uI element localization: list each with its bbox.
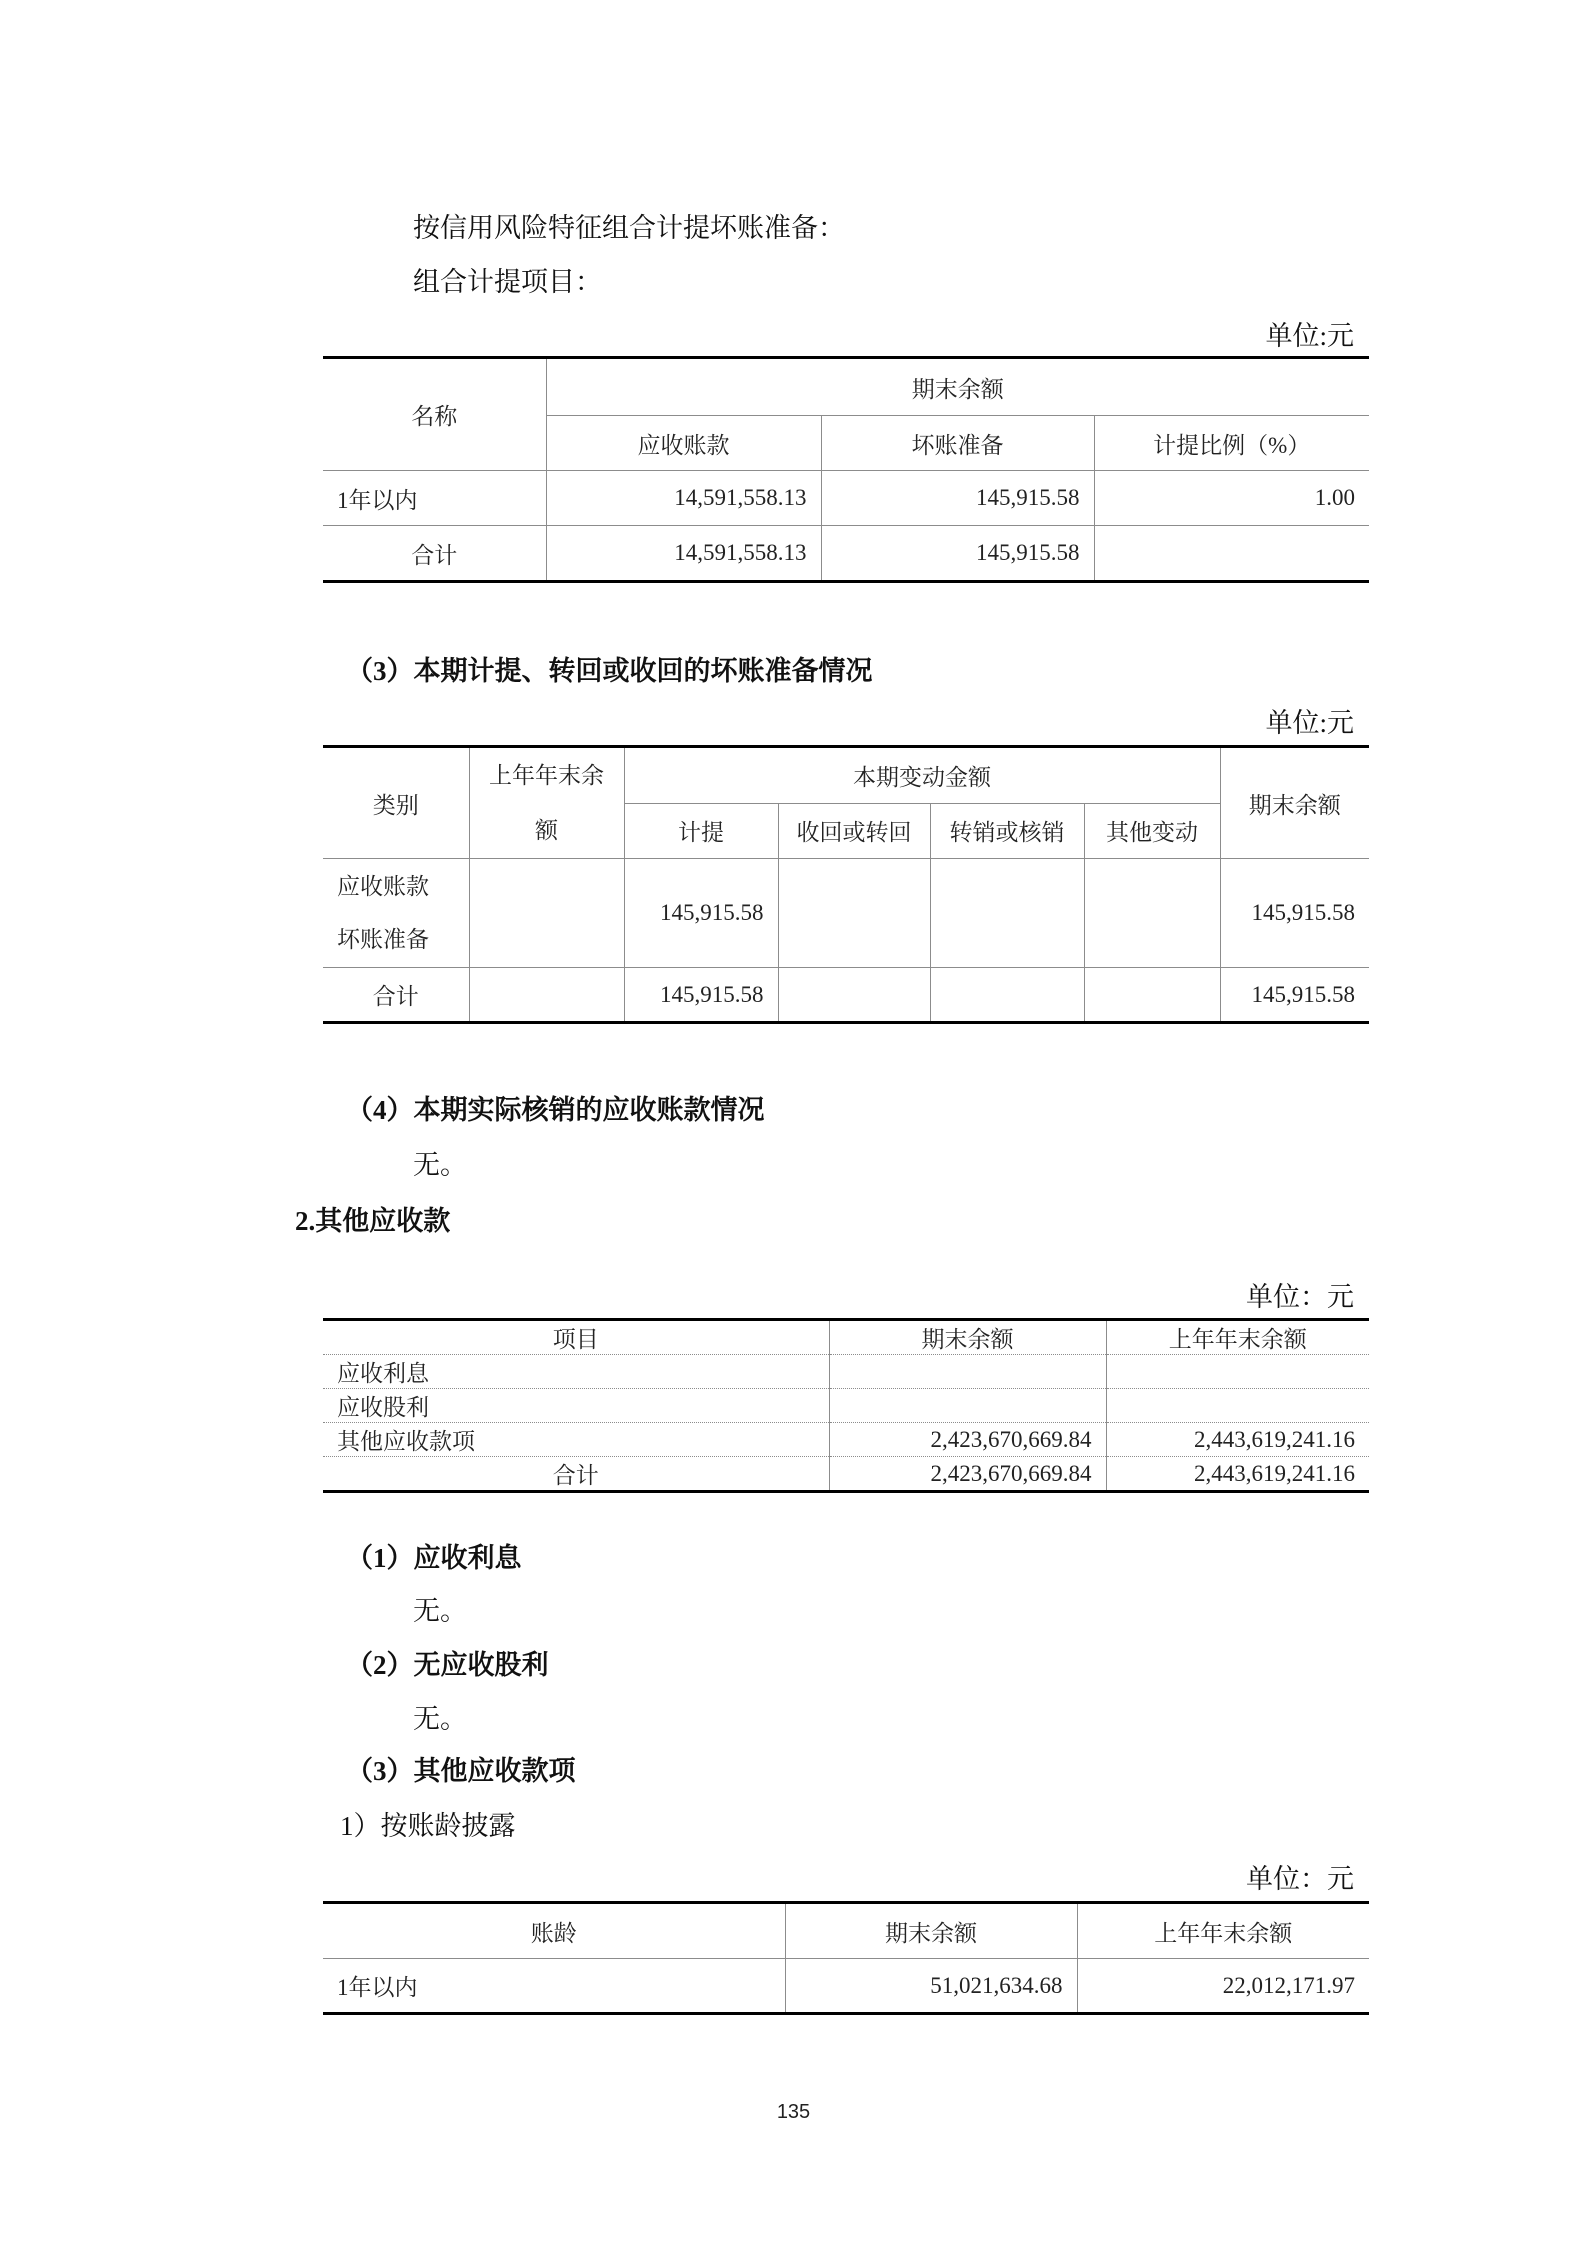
header-closing-balance: 期末余额 [1220,747,1369,859]
row-closing [829,1355,1106,1389]
table-row [323,1959,1369,2014]
table-row [323,1355,1369,1389]
total-allowance: 145,915.58 [821,526,1094,582]
row-closing [829,1389,1106,1423]
allowance-movement-table [323,745,1369,1024]
total-other [1084,968,1220,1023]
total-prior [469,968,624,1023]
total-label: 合计 [323,526,546,582]
row-accrued: 145,915.58 [624,859,778,968]
header-item: 项目 [323,1320,829,1355]
row-item: 其他应收款项 [323,1423,829,1457]
row-ratio: 1.00 [1094,471,1369,526]
section-3-heading: （3）本期计提、转回或收回的坏账准备情况 [346,656,873,686]
sub-3-heading: （3）其他应收款项 [346,1756,576,1786]
header-allowance: 坏账准备 [821,416,1094,471]
header-accrued: 计提 [624,803,778,859]
total-label: 合计 [323,968,469,1023]
aging-table [323,1901,1369,2015]
row-written-off [930,859,1084,968]
row-reversed [778,859,930,968]
header-written-off: 转销或核销 [930,803,1084,859]
intro-line-2: 组合计提项目： [413,267,602,297]
table1-unit-label: 单位:元 [1265,321,1354,351]
header-name: 名称 [323,358,546,471]
table-row [323,1423,1369,1457]
total-accrued: 145,915.58 [624,968,778,1023]
row-other [1084,859,1220,968]
total-closing: 145,915.58 [1220,968,1369,1023]
row-closing: 51,021,634.68 [785,1959,1077,2014]
other-receivables-table [323,1318,1369,1493]
credit-risk-portfolio-table [323,356,1369,583]
total-closing: 2,423,670,669.84 [829,1457,1106,1492]
table3-unit-label: 单位：元 [1246,1282,1354,1312]
header-reversed: 收回或转回 [778,803,930,859]
total-ratio [1094,526,1369,582]
header-prior-balance: 上年年末余额 [1106,1320,1369,1355]
total-reversed [778,968,930,1023]
row-item: 应收利息 [323,1355,829,1389]
total-prior: 2,443,619,241.16 [1106,1457,1369,1492]
sub-1-text: 无。 [413,1596,467,1626]
sub-2-text: 无。 [413,1704,467,1734]
sub-3-subheading: 1）按账龄披露 [340,1811,516,1841]
header-ratio: 计提比例（%） [1094,416,1369,471]
sub-2-heading: （2）无应收股利 [346,1650,549,1680]
sub-1-heading: （1）应收利息 [346,1543,522,1573]
row-prior: 2,443,619,241.16 [1106,1423,1369,1457]
row-item: 应收股利 [323,1389,829,1423]
header-closing-balance: 期末余额 [829,1320,1106,1355]
row-prior: 22,012,171.97 [1077,1959,1369,2014]
header-closing-balance-group: 期末余额 [546,358,1369,416]
header-prior-balance [469,747,624,859]
row-closing: 2,423,670,669.84 [829,1423,1106,1457]
row-aging: 1年以内 [323,1959,785,2014]
header-prior-balance: 上年年末余额 [1077,1903,1369,1959]
row-allowance: 145,915.58 [821,471,1094,526]
row-prior [469,859,624,968]
header-prior-balance-text: 上年年末余额 [489,763,604,843]
table-total-row [323,526,1369,582]
header-change-group: 本期变动金额 [624,747,1220,804]
row-category-text: 应收账款坏账准备 [337,874,429,952]
total-receivable: 14,591,558.13 [546,526,821,582]
header-closing-balance: 期末余额 [785,1903,1077,1959]
header-category: 类别 [323,747,469,859]
row-receivable: 14,591,558.13 [546,471,821,526]
table4-unit-label: 单位：元 [1246,1864,1354,1894]
other-receivables-heading: 2.其他应收款 [295,1206,451,1236]
header-receivable: 应收账款 [546,416,821,471]
section-4-heading: （4）本期实际核销的应收账款情况 [346,1095,765,1125]
total-written-off [930,968,1084,1023]
intro-line-1: 按信用风险特征组合计提坏账准备： [413,213,845,243]
table-row [323,471,1369,526]
table-row [323,1389,1369,1423]
table2-unit-label: 单位:元 [1265,708,1354,738]
row-category [323,859,469,968]
header-aging: 账龄 [323,1903,785,1959]
header-other: 其他变动 [1084,803,1220,859]
total-label: 合计 [323,1457,829,1492]
row-name: 1年以内 [323,471,546,526]
table-total-row [323,1457,1369,1492]
page-number: 135 [776,2101,811,2123]
table-total-row [323,968,1369,1023]
row-prior [1106,1389,1369,1423]
section-4-text: 无。 [413,1150,467,1180]
table-row [323,859,1369,968]
row-closing: 145,915.58 [1220,859,1369,968]
row-prior [1106,1355,1369,1389]
